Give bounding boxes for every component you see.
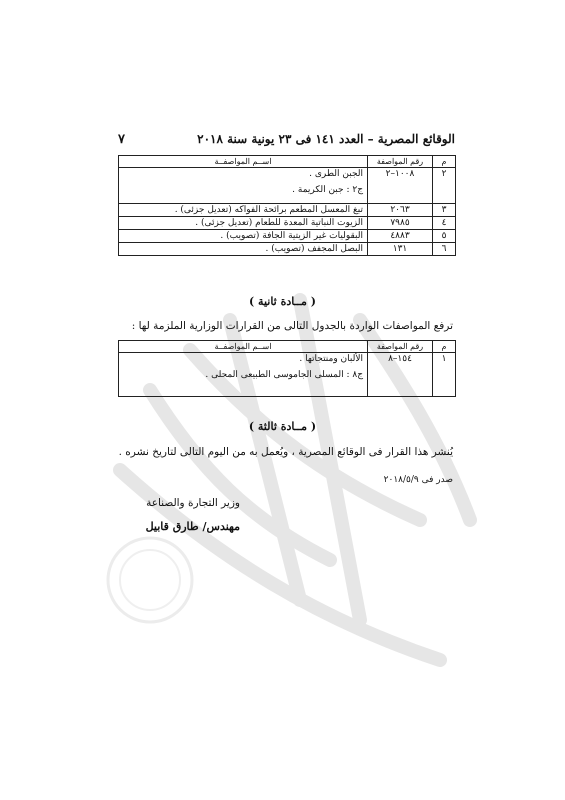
table-header-row [119, 156, 456, 168]
row-name-cell [119, 168, 368, 204]
table-row [119, 168, 456, 204]
article-3-text: يُنشر هذا القرار فى الوقائع المصرية ، ويُعمل به من اليوم التالى لتاريخ نشره . [118, 446, 453, 458]
col-index-header: م [433, 156, 456, 168]
col-name-header: اســم المواصفــة [119, 341, 368, 353]
row-name: الزيوت النباتية المعدة للطعام (تعديل جزئى) . [119, 217, 368, 230]
row-code: ٧٩٨٥ [368, 217, 433, 230]
col-code-header: رقم المواصفة [368, 156, 433, 168]
table-row [119, 230, 456, 243]
row-index: ٤ [433, 217, 456, 230]
page-number: ٧ [118, 132, 125, 147]
article-2-text: ترفع المواصفات الواردة بالجدول التالى من القرارات الوزارية الملزمة لها : [131, 320, 453, 332]
row-name: الجبن الطرى . [309, 169, 363, 179]
row-name: الألبان ومنتجاتها . [299, 354, 363, 364]
table-row [119, 217, 456, 230]
minister-title: وزير التجارة والصناعة [146, 497, 240, 509]
row-code: ٢٠٦٣ [368, 204, 433, 217]
minister-name: مهندس/ طارق قابيل [145, 520, 240, 533]
table-row [119, 243, 456, 256]
col-index-header: م [433, 341, 456, 353]
page-header-title: الوقائع المصرية – العدد ١٤١ فى ٢٣ يونية سنة ٢٠١٨ [197, 132, 455, 146]
row-name: البقوليات غير الزيتية الجافة (تصويب) . [119, 230, 368, 243]
standards-table-2 [118, 340, 456, 397]
row-index: ١ [433, 353, 456, 397]
row-subpart: ج٢ : جبن الكريمة . [292, 185, 363, 195]
row-index: ٣ [433, 204, 456, 217]
row-index: ٢ [433, 168, 456, 204]
col-code-header: رقم المواصفة [368, 341, 433, 353]
article-2-title: ( مــادة ثانية ) [249, 295, 316, 308]
standards-table-1 [118, 155, 456, 256]
row-name-cell [119, 353, 368, 397]
row-code: ٤٨٨٣ [368, 230, 433, 243]
table-row [119, 204, 456, 217]
article-3-title: ( مــادة ثالثة ) [248, 420, 317, 433]
row-code: ١٣١ [368, 243, 433, 256]
row-name: البصل المجفف (تصويب) . [119, 243, 368, 256]
row-code: ١٠٠٨–٢ [368, 168, 433, 204]
row-subpart: ج٨ : المسلى الجاموسى الطبيعى المحلى . [205, 370, 363, 380]
table-header-row [119, 341, 456, 353]
table-row [119, 353, 456, 397]
row-code: ١٥٤–٨ [368, 353, 433, 397]
row-index: ٥ [433, 230, 456, 243]
row-name: تبغ المعسل المطعم برائحة الفواكه (تعديل جزئى) . [119, 204, 368, 217]
issue-date: صدر فى ٢٠١٨/٥/٩ [383, 475, 453, 485]
col-name-header: اســم المواصفــة [119, 156, 368, 168]
row-index: ٦ [433, 243, 456, 256]
